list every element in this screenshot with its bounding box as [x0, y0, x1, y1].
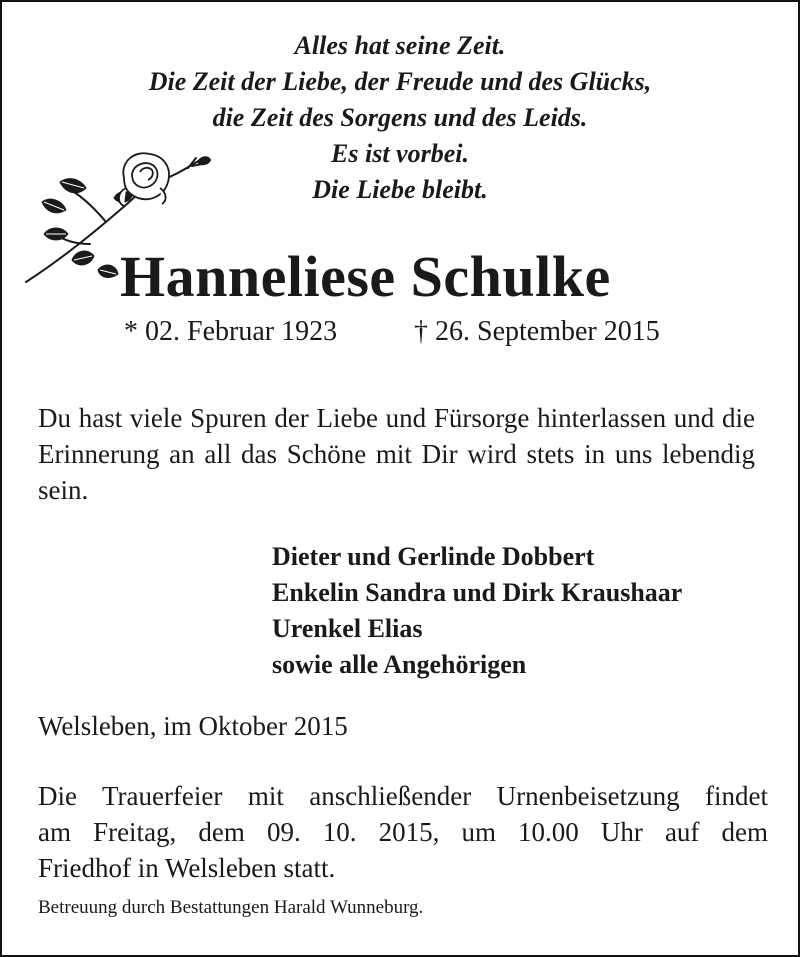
poem-line: Die Liebe bleibt. — [312, 175, 488, 204]
place-and-date: Welsleben, im Oktober 2015 — [38, 711, 348, 741]
poem-line: die Zeit des Sorgens und des Leids. — [212, 103, 588, 132]
funeral-line: Friedhof in Welsleben statt. — [38, 853, 336, 883]
poem-line: Alles hat seine Zeit. — [294, 31, 506, 60]
funeral-line: Die Trauerfeier mit anschließender Urnenbeisetzung findet — [38, 781, 768, 811]
mourner-entry: Urenkel Elias — [272, 614, 423, 643]
funeral-line: am Freitag, dem 09. 10. 2015, um 10.00 Uhr auf dem — [38, 817, 768, 847]
mourners-list — [272, 539, 682, 683]
undertaker-credit: Betreuung durch Bestattungen Harald Wunneburg. — [38, 897, 424, 918]
mourner-entry: Dieter und Gerlinde Dobbert — [272, 542, 595, 571]
deceased-name: Hanneliese Schulke — [120, 244, 611, 309]
tribute-text: Du hast viele Spuren der Liebe und Fürsorge hinterlassen und die Erinnerung an all das Schöne mit Dir wird stets in uns lebendig sein. — [38, 403, 755, 505]
poem-line: Es ist vorbei. — [331, 139, 469, 168]
funeral-details — [38, 778, 768, 886]
poem-line: Die Zeit der Liebe, der Freude und des Glücks, — [148, 67, 652, 96]
mourner-entry: Enkelin Sandra und Dirk Kraushaar — [272, 578, 683, 607]
birth-date: * 02. Februar 1923 — [124, 316, 338, 347]
mourner-entry: sowie alle Angehörigen — [272, 650, 527, 679]
death-date: † 26. September 2015 — [414, 316, 660, 347]
